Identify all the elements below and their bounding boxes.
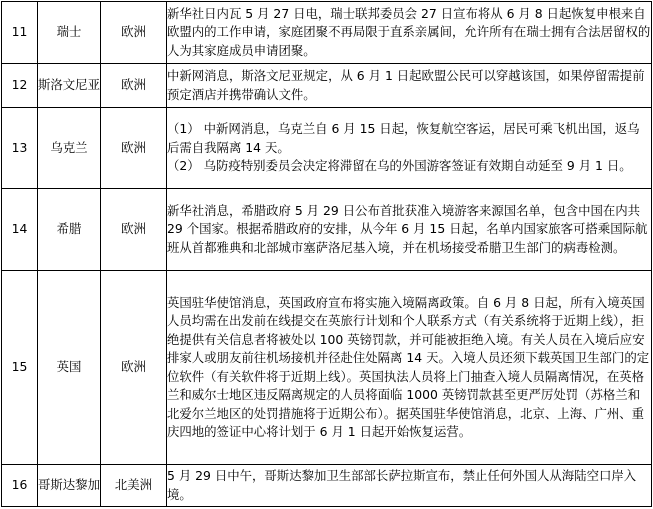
policy-detail: [167, 189, 652, 271]
detail-paragraph: （1） 中新网消息，乌克兰自 6 月 15 日起，恢复航空客运，居民可乘飞机出国，返乌后需自我隔离 14 天。: [167, 121, 640, 155]
detail-paragraph: 中新网消息，斯洛文尼亚规定，从 6 月 1 日起欧盟公民可以穿越该国，如果停留需提前预定酒店并携带确认文件。: [167, 68, 645, 102]
policy-table: [1, 1, 652, 507]
country-name: 哥斯达黎加: [38, 465, 101, 507]
policy-detail: [167, 271, 652, 465]
row-number: 12: [2, 64, 38, 108]
detail-paragraph: 新华社消息，希腊政府 5 月 29 日公布首批获准入境游客来源国名单，包含中国在内共 29 个国家。根据希腊政府的安排，从今年 6 月 15 日起，名单内国家旅客可搭乘国际航班从首都雅典和北部城市塞萨洛尼基入境，并在机场接受希腊卫生部门的病毒检测。: [167, 202, 648, 255]
region-name: 欧洲: [101, 64, 167, 108]
row-number: 14: [2, 189, 38, 271]
policy-detail: [167, 64, 652, 108]
detail-paragraph: 新华社日内瓦 5 月 27 日电，瑞士联邦委员会 27 日宣布将从 6 月 8 日起恢复申根来自欧盟内的工作申请，家庭团聚不再局限于直系亲属间，允许所有在瑞士拥有合法居留权的人为其家庭成员申请团聚。: [167, 5, 651, 58]
region-name: 欧洲: [101, 271, 167, 465]
row-number: 11: [2, 2, 38, 64]
table-row: [2, 465, 652, 507]
country-name: 瑞士: [38, 2, 101, 64]
policy-detail: [167, 108, 652, 189]
row-number: 16: [2, 465, 38, 507]
region-name: 欧洲: [101, 2, 167, 64]
country-name: 乌克兰: [38, 108, 101, 189]
table-row: [2, 2, 652, 64]
detail-paragraph: 5 月 29 日中午，哥斯达黎加卫生部部长萨拉斯宣布，禁止任何外国人从海陆空口岸入境。: [167, 468, 637, 502]
region-name: 欧洲: [101, 108, 167, 189]
row-number: 15: [2, 271, 38, 465]
table-row: [2, 64, 652, 108]
country-name: 斯洛文尼亚: [38, 64, 101, 108]
region-name: 北美洲: [101, 465, 167, 507]
region-name: 欧洲: [101, 189, 167, 271]
detail-paragraph: （2） 乌防疫特别委员会决定将滞留在乌的外国游客签证有效期自动延至 9 月 1 日。: [167, 158, 632, 174]
table-row: [2, 271, 652, 465]
policy-detail: [167, 2, 652, 64]
row-number: 13: [2, 108, 38, 189]
country-name: 英国: [38, 271, 101, 465]
policy-detail: [167, 465, 652, 507]
country-name: 希腊: [38, 189, 101, 271]
detail-paragraph: 英国驻华使馆消息，英国政府宣布将实施入境隔离政策。自 6 月 8 日起，所有入境英国人员均需在出发前在线提交在英旅行计划和个人联系方式（有关系统将于近期上线），拒绝提供有关信息者将被处以 100 英镑罚款，并可能被拒绝入境。有关人员在入境后应安排家人或朋友前往机场接机并径赴住处隔离 14 天。入境人员还须下载英国卫生部门的定位软件（有关软件将于近期上线）。英国执法人员将上门抽查入境人员隔离情况，在英格兰和威尔士地区违反隔离规定的人员将面临 1000 英镑罚款甚至更严厉处罚（苏格兰和北爱尔兰地区的处罚措施将于近期公布）。据英国驻华使馆消息，北京、上海、广州、重庆四地的签证中心将计划于 6 月 1 日起开始恢复运营。: [167, 294, 650, 439]
table-row: [2, 108, 652, 189]
table-row: [2, 189, 652, 271]
